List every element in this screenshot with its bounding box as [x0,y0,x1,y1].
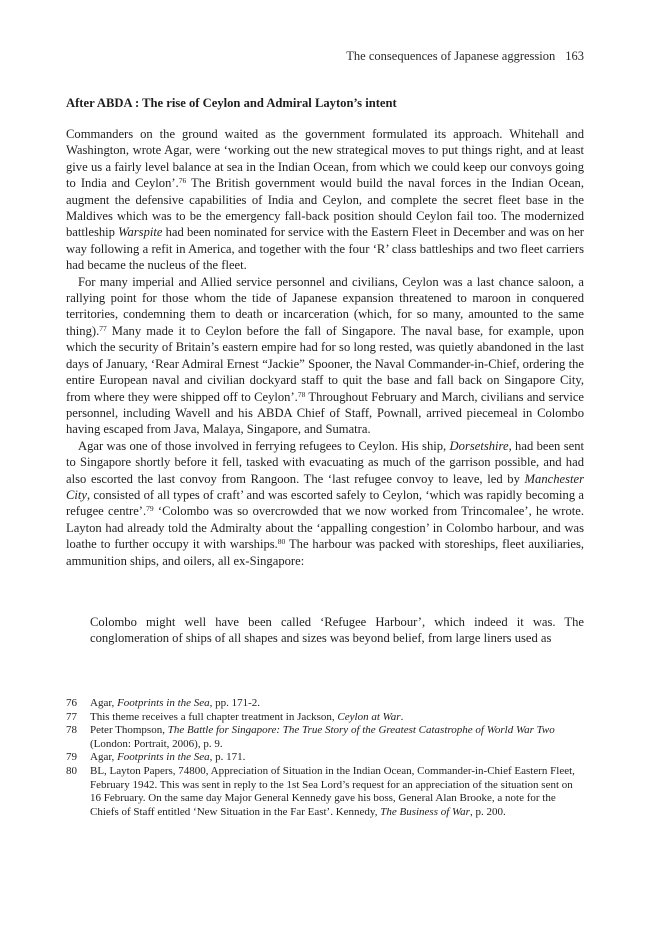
running-header [66,49,584,64]
text-run: , pp. 171-2. [209,697,261,709]
text-run: Agar, [90,751,118,764]
text-run: , p. 171. [209,751,246,764]
footnote-76 [66,697,584,711]
footnote-77 [66,711,584,725]
text-run: Agar, [90,697,118,709]
footnote-text [90,697,584,711]
book-title: Footprints in the Sea [117,697,210,709]
page-number: 163 [565,49,584,63]
text-run: The British government would build the naval forces in the Indian Ocean, augment the defensive capabilities of India and Ceylon, and complete the secret fleet base in the Maldives which was to be the emergency fall-back position should Ceylon fail too. The modernized battleship [66,176,584,240]
text-run: , consisted of all types of craft’ and was escorted safely to Ceylon, ‘which was rapidly becoming a refugee centre’. [66,487,584,519]
ship-name: Manchester City [66,471,584,502]
text-run: , p. 200. [469,805,506,818]
footnote-number: 78 [66,724,77,737]
text-run: This theme receives a full chapter treatment in Jackson, [90,710,338,723]
paragraph-3 [66,438,584,569]
text-run: had been nominated for service with the Eastern Fleet in December and was on her way following a refit in America, and together with the four ‘R’ class battleships and two fleet carriers had became the nucleus of the fleet. [66,225,585,273]
text-run: Many made it to Ceylon before the fall of Singapore. The naval base, for example, upon which the security of Britain’s eastern empire had for so long rested, was quietly abandoned in the last days of January, ‘Rear Admiral Ernest “Jackie” Spooner, the Naval Commander-in-Chief, ordering the entire European naval and civilian dockyard staff to quit the base and fall back on Singapore City, from where they were shipped off to Ceylon’. [66,323,584,404]
text-run: Throughout February and March, civilians and service personnel, including Wavell and his ABDA Chief of Staff, Pownall, arrived piecemeal in Colombo having escaped from Java, Malaya, Singapore, and Sumatra. [66,389,585,437]
book-title: The Business of War [380,805,470,818]
footnote-ref-79: 79 [146,504,154,514]
footnote-80 [66,765,584,819]
text-run: (London: Portrait, 2006), p. 9. [90,737,223,750]
text-run: . [400,710,404,723]
footnote-number: 79 [66,751,77,764]
footnote-number: 76 [66,697,77,709]
block-quote: Colombo might well have been called ‘Refugee Harbour’, which indeed it was. The conglomeration of ships of all shapes and sizes was beyond belief, from large liners used as [90,615,584,646]
text-run: The harbour was packed with storeships, fleet auxiliaries, ammunition ships, and oilers, all ex-Singapore: [66,537,584,568]
paragraph-1 [66,126,584,274]
footnote-number: 77 [66,710,77,723]
text-run: Commanders on the ground waited as the government formulated its approach. Whitehall and Washington, wrote Agar, were ‘working out the new strategical moves to put things right, and at least give us a fairly level balance at sea in the Indian Ocean, from which we could keep our convoys going to India and Ceylon’. [66,127,584,191]
footnote-text [90,711,584,725]
text-run: ‘Colombo was so overcrowded that we now worked from Trincomalee’, he wrote. Layton had already told the Admiralty about the ‘appalling congestion’ in Colombo harbour, and was loathe to further occupy it with warships. [66,504,584,552]
footnote-ref-80: 80 [277,537,286,547]
running-title: The consequences of Japanese aggression [346,49,556,63]
ship-name: Dorsetshire [449,438,509,453]
footnote-78 [66,724,584,751]
text-run: , had been sent to Singapore shortly before it fell, tasked with evacuating as much of the garrison possible, and had also escorted the last convoy from Rangoon. The ‘last refugee convoy to leave, led by [66,438,584,486]
footnote-ref-77: 77 [99,323,107,333]
footnote-ref-76: 76 [178,176,187,186]
footnote-ref-78: 78 [297,389,306,399]
footnote-number: 80 [66,764,77,777]
ship-name: Warspite [118,225,163,240]
footnote-text [90,765,584,819]
paragraph-2 [66,274,584,438]
text-run: Agar was one of those involved in ferrying refugees to Ceylon. His ship, [78,438,450,453]
footnote-79 [66,751,584,765]
footnotes [66,697,584,819]
body-text [66,126,584,569]
text-run: For many imperial and Allied service personnel and civilians, Ceylon was a last chance saloon, a rallying point for those whom the tide of Japanese expansion threatened to maroon in conquered territories, condemning them to death or incarceration (which, for so many, amounted to the same thing). [66,274,584,338]
section-heading: After ABDA : The rise of Ceylon and Admiral Layton’s intent [66,96,397,110]
book-title: Ceylon at War [337,710,401,723]
text-run: BL, Layton Papers, 74800, Appreciation of Situation in the Indian Ocean, Commander-in-Chief Eastern Fleet, February 1942. This was sent in reply to the 1st Sea Lord’s request for an appreciation of the situation sent on 16 February. On the same day Major General Kennedy gave his boss, General Alan Brooke, a note for the Chiefs of Staff entitled ‘New Situation in the Far East’. Kennedy, [90,764,575,818]
book-title: The Battle for Singapore: The True Story of the Greatest Catastrophe of World War Two [167,724,555,737]
book-title: Footprints in the Sea [117,751,210,764]
text-run: Peter Thompson, [90,724,168,737]
footnote-text [90,751,584,765]
footnote-text [90,724,584,751]
